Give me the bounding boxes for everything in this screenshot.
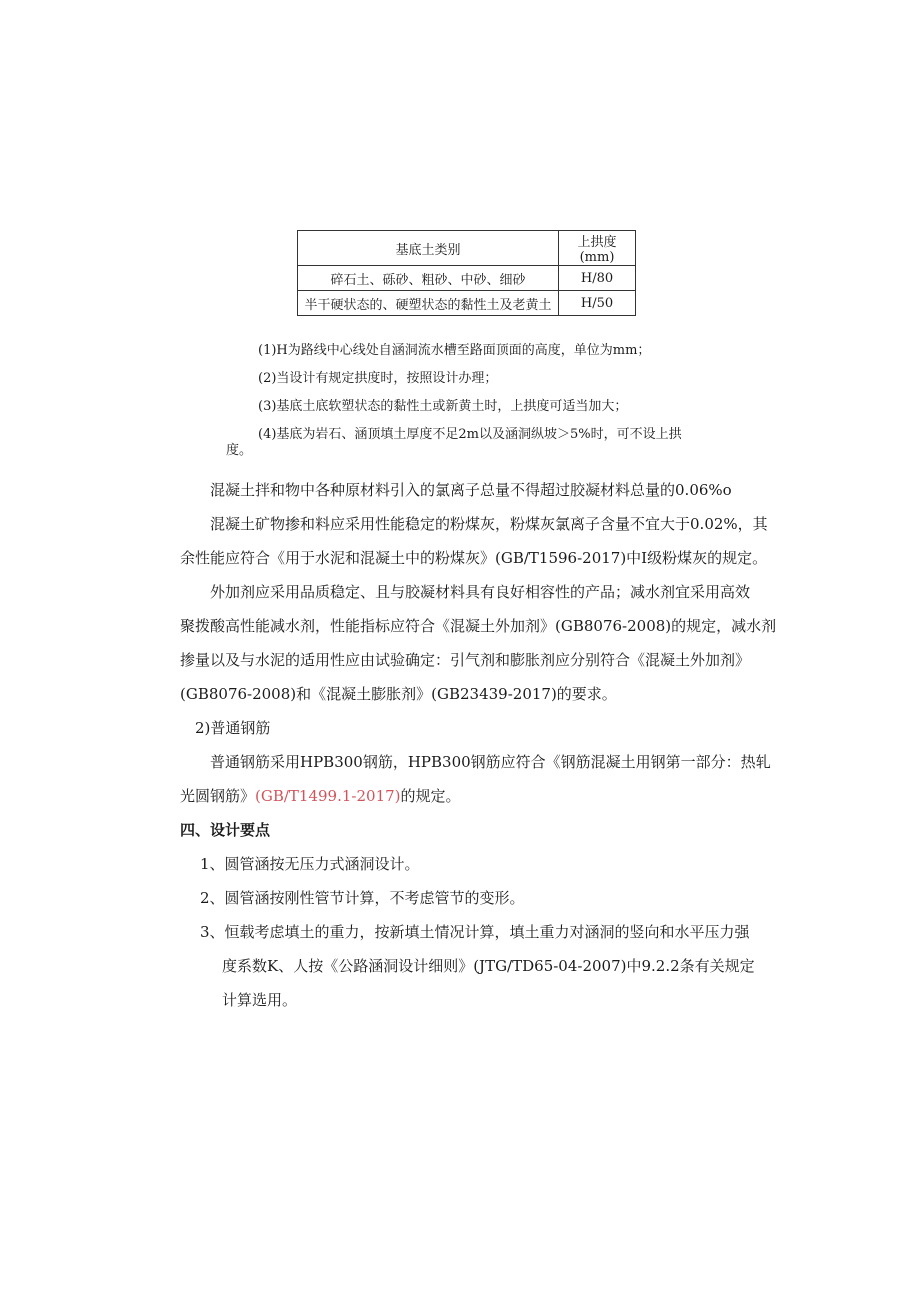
table-cell: H/50: [559, 291, 636, 316]
table-row: [298, 266, 636, 291]
paragraph-rebar: 普通钢筋采用HPB300钢筋，HPB300钢筋应符合《钢筋混凝土用钢第一部分：热轧: [210, 753, 771, 771]
rebar-heading: 2)普通钢筋: [195, 719, 271, 737]
table-note: (1)H为路线中心线处自涵洞流水槽至路面顶面的高度，单位为mm；: [258, 343, 651, 358]
rebar-text: 的规定。: [400, 787, 461, 805]
table-header-row: [298, 231, 636, 266]
camber-table: [297, 230, 636, 316]
table-cell: 碎石土、砾砂、粗砂、中砂、细砂: [298, 266, 559, 291]
paragraph-rebar: [180, 785, 461, 806]
table-note: 度。: [226, 443, 253, 458]
section-heading: 四、设计要点: [180, 821, 271, 839]
paragraph-admixture: (GB8076-2008)和《混凝土膨胀剂》(GB23439-2017)的要求。: [180, 685, 617, 703]
table-header-cell: 上拱度(mm): [559, 231, 636, 266]
list-item: 3、恒载考虑填土的重力，按新填土情况计算，填土重力对涵洞的竖向和水平压力强: [200, 923, 750, 941]
list-item-continuation: 度系数K、人按《公路涵洞设计细则》(JTG/TD65-04-2007)中9.2.2条有关规定: [222, 957, 755, 975]
paragraph-admixture: 掺量以及与水泥的适用性应由试验确定：引气剂和膨胀剂应分别符合《混凝土外加剂》: [180, 651, 751, 669]
list-item-continuation: 计算选用。: [222, 991, 298, 1009]
table-cell: 半干硬状态的、硬塑状态的黏性土及老黄土: [298, 291, 559, 316]
rebar-text: 光圆钢筋》: [180, 787, 256, 805]
table-cell: H/80: [559, 266, 636, 291]
table-note: (2)当设计有规定拱度时，按照设计办理；: [258, 371, 498, 386]
paragraph-admixture: 外加剂应采用品质稳定、且与胶凝材料具有良好相容性的产品；减水剂宜采用高效: [210, 583, 751, 601]
paragraph-flyash: 混凝土矿物掺和料应采用性能稳定的粉煤灰，粉煤灰氯离子含量不宜大于0.02%，其: [210, 515, 768, 533]
list-item: 1、圆管涵按无压力式涵洞设计。: [200, 855, 420, 873]
standard-reference: (GB/T1499.1-2017): [255, 787, 401, 805]
table-note: (3)基底土底软塑状态的黏性土或新黄土时，上拱度可适当加大；: [258, 399, 628, 414]
paragraph-admixture: 聚拨酸高性能减水剂，性能指标应符合《混凝土外加剂》(GB8076-2008)的规定，减水剂: [180, 617, 777, 635]
table-row: [298, 291, 636, 316]
paragraph-chloride: 混凝土拌和物中各种原材料引入的氯离子总量不得超过胶凝材料总量的0.06%o: [210, 481, 732, 499]
paragraph-flyash: 余性能应符合《用于水泥和混凝土中的粉煤灰》(GB/T1596-2017)中I级粉煤灰的规定。: [180, 549, 768, 567]
table-note: (4)基底为岩石、涵顶填土厚度不足2m以及涵洞纵坡＞5%时，可不设上拱: [258, 427, 682, 442]
table-header-cell: 基底土类别: [298, 231, 559, 266]
list-item: 2、圆管涵按刚性管节计算，不考虑管节的变形。: [200, 889, 525, 907]
